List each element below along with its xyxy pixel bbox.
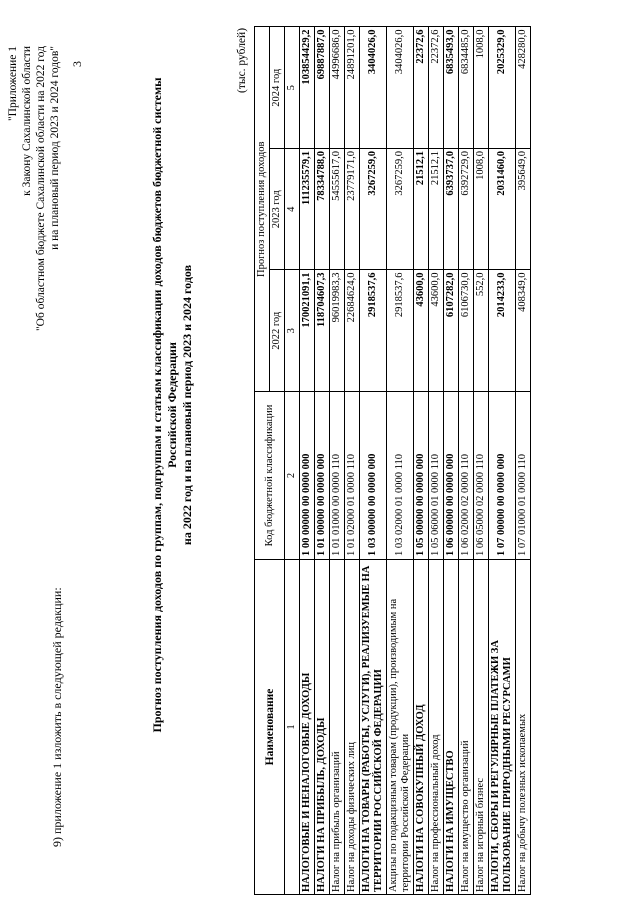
document-title <box>150 55 195 755</box>
table-row <box>387 27 414 895</box>
value-2023: 6393737,0 <box>444 149 459 271</box>
table-row <box>315 27 330 895</box>
value-2023: 395649,0 <box>516 149 531 271</box>
value-2024: 2025329,0 <box>489 27 516 149</box>
value-2023: 54555617,0 <box>330 149 345 271</box>
value-2022: 6107282,0 <box>444 270 459 392</box>
appendix-line: "Приложение 1 <box>7 46 19 122</box>
table-row <box>459 27 474 895</box>
row-code: 1 06 00000 00 0000 000 <box>444 392 459 560</box>
value-2023: 111235579,1 <box>300 149 315 271</box>
row-code: 1 01 01000 00 0000 110 <box>330 392 345 560</box>
row-code: 1 03 02000 01 0000 110 <box>387 392 414 560</box>
row-name: НАЛОГИ, СБОРЫ И РЕГУЛЯРНЫЕ ПЛАТЕЖИ ЗА ПОЛЬЗОВАНИЕ ПРИРОДНЫМИ РЕСУРСАМИ <box>489 560 516 895</box>
row-code: 1 03 00000 00 0000 000 <box>360 392 387 560</box>
value-2022: 118704607,3 <box>315 270 330 392</box>
appendix-line: "Об областном бюджете Сахалинской области на 2022 год <box>35 46 47 332</box>
row-code: 1 07 00000 00 0000 000 <box>489 392 516 560</box>
value-2024: 428280,0 <box>516 27 531 149</box>
column-index: 3 <box>285 270 300 392</box>
row-name: НАЛОГИ НА СОВОКУПНЫЙ ДОХОД <box>414 560 429 895</box>
page-number: 3 <box>70 61 84 67</box>
column-index: 4 <box>285 149 300 271</box>
value-2024: 44996686,0 <box>330 27 345 149</box>
value-2023: 3267259,0 <box>387 149 414 271</box>
value-2022: 96019983,3 <box>330 270 345 392</box>
header-code: Код бюджетной классификации <box>255 392 285 560</box>
column-index: 5 <box>285 27 300 149</box>
row-code: 1 01 02000 01 0000 110 <box>345 392 360 560</box>
value-2022: 2014233,0 <box>489 270 516 392</box>
row-code: 1 06 02000 02 0000 110 <box>459 392 474 560</box>
value-2022: 43600,0 <box>414 270 429 392</box>
value-2023: 6392729,0 <box>459 149 474 271</box>
value-2023: 23779171,0 <box>345 149 360 271</box>
row-code: 1 06 05000 02 0000 110 <box>474 392 489 560</box>
value-2022: 552,0 <box>474 270 489 392</box>
row-code: 1 07 01000 01 0000 110 <box>516 392 531 560</box>
value-2024: 69887887,0 <box>315 27 330 149</box>
units-label: (тыс. рублей) <box>236 27 248 93</box>
row-name: Акцизы по подакцизным товарам (продукции), производимым на территории Российской Федерации <box>387 560 414 895</box>
table-row <box>414 27 429 895</box>
row-name: Налог на профессиональный доход <box>429 560 444 895</box>
value-2023: 78334788,0 <box>315 149 330 271</box>
value-2023: 21512,1 <box>414 149 429 271</box>
value-2022: 2918537,6 <box>360 270 387 392</box>
row-name: Налог на доходы физических лиц <box>345 560 360 895</box>
row-name: НАЛОГИ НА ТОВАРЫ (РАБОТЫ, УСЛУГИ), РЕАЛИЗУЕМЫЕ НА ТЕРРИТОРИИ РОССИЙСКОЙ ФЕДЕРАЦИИ <box>360 560 387 895</box>
title-line: на 2022 год и на плановый период 2023 и 2024 годов <box>180 264 194 546</box>
appendix-line: и на плановый период 2023 и 2024 годов" <box>49 46 61 250</box>
value-2022: 43600,0 <box>429 270 444 392</box>
header-year-2024: 2024 год <box>270 27 285 149</box>
row-code: 1 01 00000 00 0000 000 <box>315 392 330 560</box>
row-name: Налог на прибыль организаций <box>330 560 345 895</box>
intro-text: 9) приложение 1 изложить в следующей редакции: <box>50 587 64 847</box>
column-index: 2 <box>285 392 300 560</box>
row-name: Налог на добычу полезных ископаемых <box>516 560 531 895</box>
row-name: Налог на игорный бизнес <box>474 560 489 895</box>
table-row <box>429 27 444 895</box>
header-forecast: Прогноз поступления доходов <box>255 27 270 392</box>
value-2022: 2918537,6 <box>387 270 414 392</box>
value-2022: 22684624,0 <box>345 270 360 392</box>
revenue-forecast-table <box>254 26 531 895</box>
header-name: Наименование <box>255 560 285 895</box>
table-row <box>330 27 345 895</box>
value-2024: 3404026,0 <box>387 27 414 149</box>
value-2024: 6834485,0 <box>459 27 474 149</box>
appendix-reference <box>6 46 62 506</box>
value-2022: 170021091,1 <box>300 270 315 392</box>
value-2024: 6835493,0 <box>444 27 459 149</box>
value-2024: 24891201,0 <box>345 27 360 149</box>
appendix-line: к Закону Сахалинской области <box>21 46 33 196</box>
value-2023: 21512,1 <box>429 149 444 271</box>
table-row <box>345 27 360 895</box>
value-2023: 3267259,0 <box>360 149 387 271</box>
value-2023: 2031460,0 <box>489 149 516 271</box>
table-row <box>300 27 315 895</box>
value-2024: 22372,6 <box>429 27 444 149</box>
value-2024: 1008,0 <box>474 27 489 149</box>
value-2024: 103854429,2 <box>300 27 315 149</box>
row-name: НАЛОГИ НА ПРИБЫЛЬ, ДОХОДЫ <box>315 560 330 895</box>
row-name: НАЛОГОВЫЕ И НЕНАЛОГОВЫЕ ДОХОДЫ <box>300 560 315 895</box>
row-name: НАЛОГИ НА ИМУЩЕСТВО <box>444 560 459 895</box>
table-row <box>444 27 459 895</box>
value-2023: 1008,0 <box>474 149 489 271</box>
header-year-2023: 2023 год <box>270 149 285 271</box>
column-index: 1 <box>285 560 300 895</box>
row-code: 1 05 06000 01 0000 110 <box>429 392 444 560</box>
value-2022: 6106730,0 <box>459 270 474 392</box>
row-name: Налог на имущество организаций <box>459 560 474 895</box>
table-row <box>360 27 387 895</box>
header-year-2022: 2022 год <box>270 270 285 392</box>
value-2024: 3404026,0 <box>360 27 387 149</box>
title-line: Прогноз поступления доходов по группам, подгруппам и статьям классификации доходов бюджетов бюджетной системы <box>150 77 164 733</box>
row-code: 1 00 00000 00 0000 000 <box>300 392 315 560</box>
row-code: 1 05 00000 00 0000 000 <box>414 392 429 560</box>
value-2024: 22372,6 <box>414 27 429 149</box>
title-line: Российской Федерации <box>165 342 179 468</box>
table-row <box>474 27 489 895</box>
table-row <box>516 27 531 895</box>
table-row <box>489 27 516 895</box>
value-2022: 408349,0 <box>516 270 531 392</box>
